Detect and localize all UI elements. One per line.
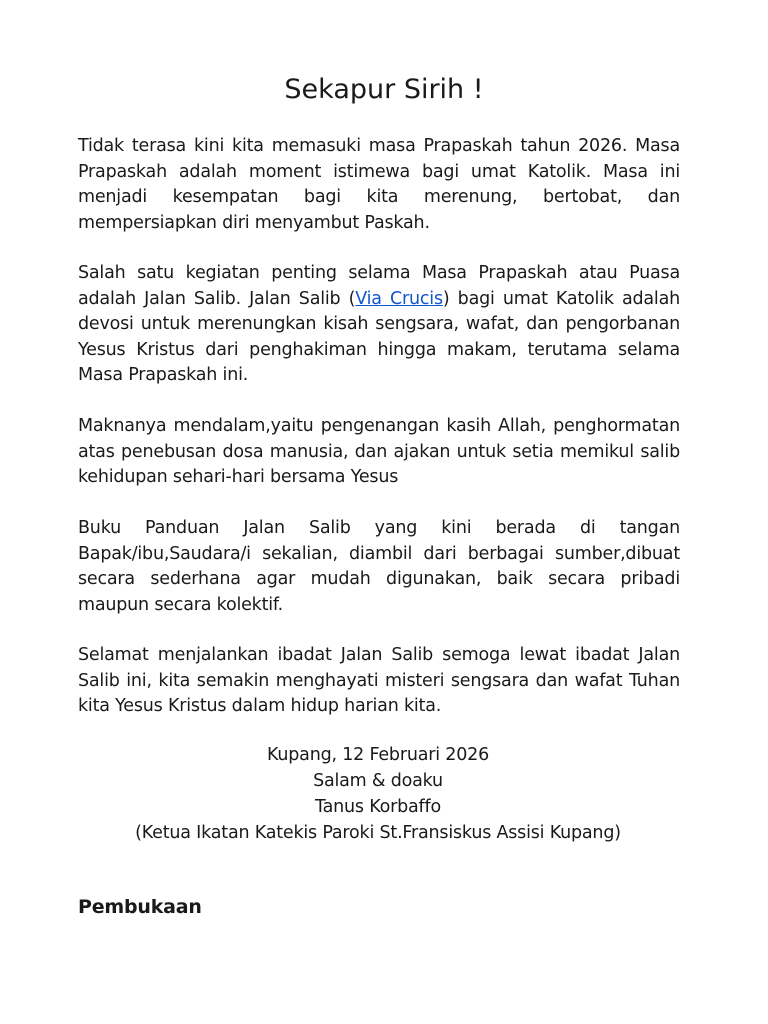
signature-greeting: Salam & doaku xyxy=(313,771,443,791)
paragraph-jalan-salib-text-start: Salah satu kegiatan penting selama Masa Prapaskah atau Puasa adalah Jalan Salib. Jalan Salib ( xyxy=(78,263,680,309)
paragraph-buku-panduan: Buku Panduan Jalan Salib yang kini berada di tangan Bapak/ibu,Saudara/i sekalian, diambil dari berbagai sumber,dibuat secara sederhana agar mudah digunakan, baik secara pribadi maupun secara kolektif. xyxy=(78,518,680,615)
signature-place-date: Kupang, 12 Februari 2026 xyxy=(266,745,490,765)
signature-role: (Ketua Ikatan Katekis Paroki St.Fransiskus Assisi Kupang) xyxy=(135,823,621,843)
via-crucis-link[interactable]: Via Crucis xyxy=(355,288,443,309)
document-title: Sekapur Sirih ! xyxy=(284,74,484,105)
paragraph-intro: Tidak terasa kini kita memasuki masa Prapaskah tahun 2026. Masa Prapaskah adalah moment istimewa bagi umat Katolik. Masa ini menjadi kesempatan bagi kita merenung, bertobat, dan mempersiapkan diri menyambut Paskah. xyxy=(78,136,680,233)
signature-block xyxy=(0,742,756,846)
paragraph-selamat: Selamat menjalankan ibadat Jalan Salib semoga lewat ibadat Jalan Salib ini, kita semakin menghayati misteri sengsara dan wafat Tuhan kita Yesus Kristus dalam hidup harian kita. xyxy=(78,645,680,716)
section-heading-pembukaan: Pembukaan xyxy=(78,896,202,918)
paragraph-makna: Maknanya mendalam,yaitu pengenangan kasih Allah, penghormatan atas penebusan dosa manusia, dan ajakan untuk setia memikul salib kehidupan sehari-hari bersama Yesus xyxy=(78,416,680,487)
paragraph-jalan-salib xyxy=(78,261,680,389)
signature-name: Tanus Korbaffo xyxy=(315,797,441,817)
paragraph-jalan-salib-text-end: ) bagi umat Katolik adalah devosi untuk merenungkan kisah sengsara, wafat, dan pengorbanan Yesus Kristus dari penghakiman hingga makam, terutama selama Masa Prapaskah ini. xyxy=(78,288,681,385)
